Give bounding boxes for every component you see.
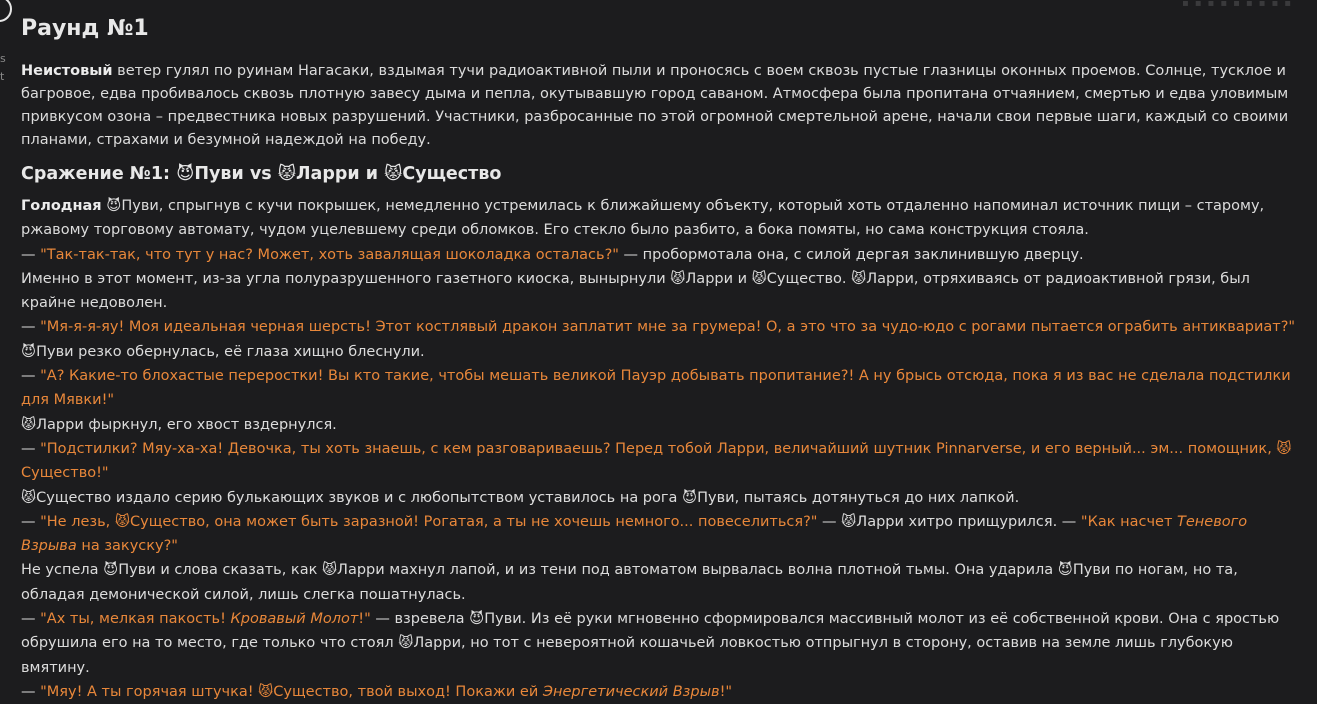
quote-part: "Как насчет [1080,513,1178,530]
line-text: — 😾Ларри хитро прищурился. — [817,513,1081,530]
quote-part: !" [358,611,371,628]
quote-part: на закуску?" [76,538,178,555]
quote: "Мя-я-я-яу! Моя идеальная черная шерсть! Этот костлявый дракон заплатит мне за грумера! О, а это что за чудо-юдо с рогами пытается ограбить антиквариат?" [40,319,1296,336]
dialogue-line [21,364,1301,413]
quote [40,684,732,700]
dash: — [21,683,41,700]
intro-paragraph [21,60,1301,152]
intro-bold: Неистовый [21,63,113,79]
message-content [21,12,1301,704]
quote: "А? Какие-то блохастые переростки! Вы кто такие, чтобы мешать великой Пауэр добывать пропитание?! А ну брысь отсюда, пока я из вас не сделала подстилки для Мявки!" [21,368,1291,409]
dialogue-line [21,510,1301,559]
dash: — [21,611,41,628]
top-bar [0,0,1317,9]
spell-name: Энергетический Взрыв [542,683,720,700]
spell-name: Кровавый Молот [230,611,359,628]
quote-part: !" [719,683,733,700]
dash: — [21,246,41,263]
dialogue-line [21,437,1301,486]
story-line: Именно в этот момент, из-за угла полуразрушенного газетного киоска, вынырнули 😾Ларри и 😾Существо. 😾Ларри, отряхиваясь от радиоактивной грязи, был крайне недоволен. [21,270,1250,312]
line-text: — пробормотала она, с силой дергая заклинившую дверцу. [618,246,1084,263]
sidebar-glyph-2: t [0,70,5,83]
toolbar-icons: ▪▪▪▪▪▪▪▪▪ [1182,0,1297,9]
round-title: Раунд №1 [21,16,149,41]
story-line: 😾Ларри фыркнул, его хвост вздернулся. [21,416,337,433]
story-line: Не успела 😈Пуви и слова сказать, как 😾Ларри махнул лапой, и из тени под автоматом вырвалась волна плотной тьмы. Она ударила 😈Пуви по ногам, но та, обладая демонической силой, лишь слегка пошатнулась. [21,562,1238,603]
quote-part: "Ах ты, мелкая пакость! [40,611,231,628]
dash: — [21,513,41,530]
dash: — [21,440,41,457]
dash: — [21,368,41,385]
quote: "Так-так-так, что тут у нас? Может, хоть завалящая шоколадка осталась?" [40,246,619,263]
dialogue-line [21,607,1301,680]
corner-circle-button[interactable] [0,0,12,22]
line-text: — взревела 😈Пуви. Из её руки мгновенно сформировался массивный молот из её собственной крови. Она с яростью обрушила его на то место, где только что стоял 😾Ларри, но тот с невероятной кошачьей ловкостью отпрыгнул в сторону, оставив на земле лишь глубокую вмятину. [21,611,1280,676]
quote: "Не лезь, 😾Существо, она может быть заразной! Рогатая, а ты не хочешь немного... повеселиться?" [40,513,818,530]
story-line: 😾Существо издало серию булькающих звуков и с любопытством уставилось на рога 😈Пуви, пытаясь дотянуться до них лапкой. [21,489,1020,506]
story-line [21,194,1301,243]
quote: "Подстилки? Мяу-ха-ха! Девочка, ты хоть знаешь, с кем разговариваешь? Перед тобой Ларри, величайший шутник Pinnarverse, и его верный... эм... помощник, 😾Существо!" [21,440,1292,482]
dialogue-line [21,243,1301,267]
spell-name: Теневого Взрыва [21,513,1248,555]
quote [40,611,371,627]
line-text: 😈Пуви, спрыгнув с кучи покрышек, немедленно устремилась к ближайшему объекту, который хоть отдаленно напоминал источник пищи – старому, ржавому торговому автомату, чудом уцелевшему среди обломков. Его стекло было разбито, а бока помяты, но сама конструкция стояла. [21,198,1265,239]
dash: — [21,319,41,336]
sidebar-glyph-1: s [0,52,6,65]
battle-title: Сражение №1: 😈Пуви vs 😾Ларри и 😾Существо [21,164,502,184]
quote-part: "Мяу! А ты горячая штучка! 😾Существо, твой выход! Покажи ей [40,683,543,700]
line-bold: Голодная [21,198,102,214]
dialogue-line [21,315,1301,339]
intro-text: ветер гулял по руинам Нагасаки, вздымая тучи радиоактивной пыли и проносясь с воем сквозь пустые глазницы оконных проемов. Солнце, тусклое и багровое, едва пробивалось сквозь плотную завесу дыма и пепла, окутывавшую город саваном. Атмосфера была пропитана отчаянием, смертью и едва уловимым привкусом озона – предвестника новых разрушений. Участники, разбросанные по этой огромной смертельной арене, начали свои первые шаги, каждый со своими планами, страхами и безумной надеждой на победу. [21,63,1289,148]
story-line: 😈Пуви резко обернулась, её глаза хищно блеснули. [21,343,425,360]
